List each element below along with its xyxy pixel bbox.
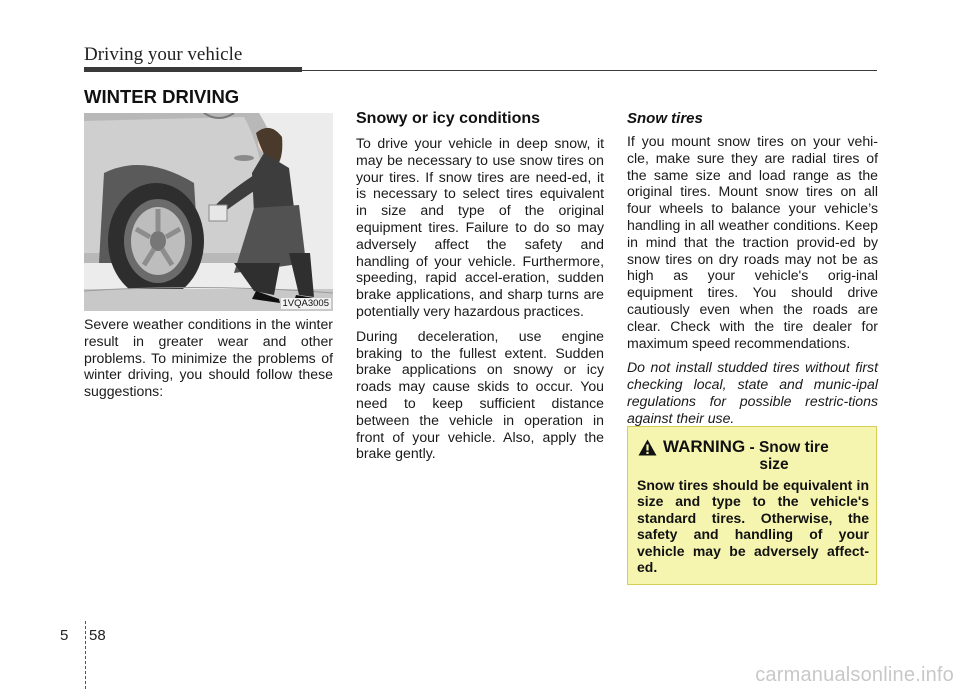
header-rule-thick	[84, 67, 302, 72]
left-column	[84, 316, 333, 408]
footer-page-number: 58	[89, 627, 106, 644]
snowy-paragraph-2: During deceleration, use engine braking to the fullest extent. Sudden brake applications on snowy or icy roads may cause skids to occur. You need to keep sufficient distance between the vehicle in operation in front of your vehicle. Also, apply the brake gently.	[356, 327, 604, 462]
warning-heading	[638, 438, 870, 473]
snowy-icy-heading: Snowy or icy conditions	[356, 110, 541, 127]
footer-chapter-number: 5	[60, 627, 69, 644]
intro-paragraph: Severe weather conditions in the winter result in greater wear and other problems. To minimize the problems of winter driving, you should follow these suggestions:	[84, 316, 333, 400]
figure-code: 1VQA3005	[282, 298, 329, 309]
right-column	[627, 109, 878, 435]
warning-title-line1: - Snow tire	[749, 439, 829, 456]
header-rule-thin	[302, 70, 877, 71]
warning-title-line2: size	[759, 456, 789, 473]
studded-tires-note: Do not install studded tires without first checking local, state and munic-ipal regulations for possible restric-tions against their use.	[627, 359, 878, 426]
watermark: carmanualsonline.info	[755, 664, 954, 686]
chapter-title: Driving your vehicle	[84, 44, 243, 65]
warning-word: WARNING	[663, 437, 746, 456]
footer-rule	[85, 621, 86, 689]
warning-box	[627, 426, 877, 585]
snow-tires-paragraph: If you mount snow tires on your vehi-cle, make sure they are radial tires of the same size and load range as the original tires. Mount snow tires on all four wheels to balance your vehicle’s handling in all weather conditions. Keep in mind that the traction provid-ed by snow tires on dry roads may not be as high as your vehicle's orig-inal equipment tires. You should drive cautiously even when the roads are clear. Check with the tire dealer for maximum speed recommendations.	[627, 133, 878, 351]
section-title: WINTER DRIVING	[84, 86, 240, 107]
middle-column	[356, 109, 604, 470]
snow-tires-heading: Snow tires	[627, 110, 703, 127]
tire-illustration	[84, 113, 333, 311]
illustration-figure	[84, 113, 333, 311]
snowy-paragraph-1: To drive your vehicle in deep snow, it may be necessary to use snow tires on your tires. If snow tires are need-ed, it is necessary to select tires equivalent in size and type of the original equipment tires. Failure to do so may adversely affect the safety and handling of your vehicle. Furthermore, speeding, rapid accel-eration, sudden brake applications, and sharp turns are potentially very hazardous practices.	[356, 135, 604, 319]
warning-text: Snow tires should be equivalent in size and type to the vehicle's standard tires. Otherwise, the safety and handling of your vehicle may be adversely affect-ed.	[637, 477, 869, 576]
warning-triangle-icon	[638, 439, 657, 456]
